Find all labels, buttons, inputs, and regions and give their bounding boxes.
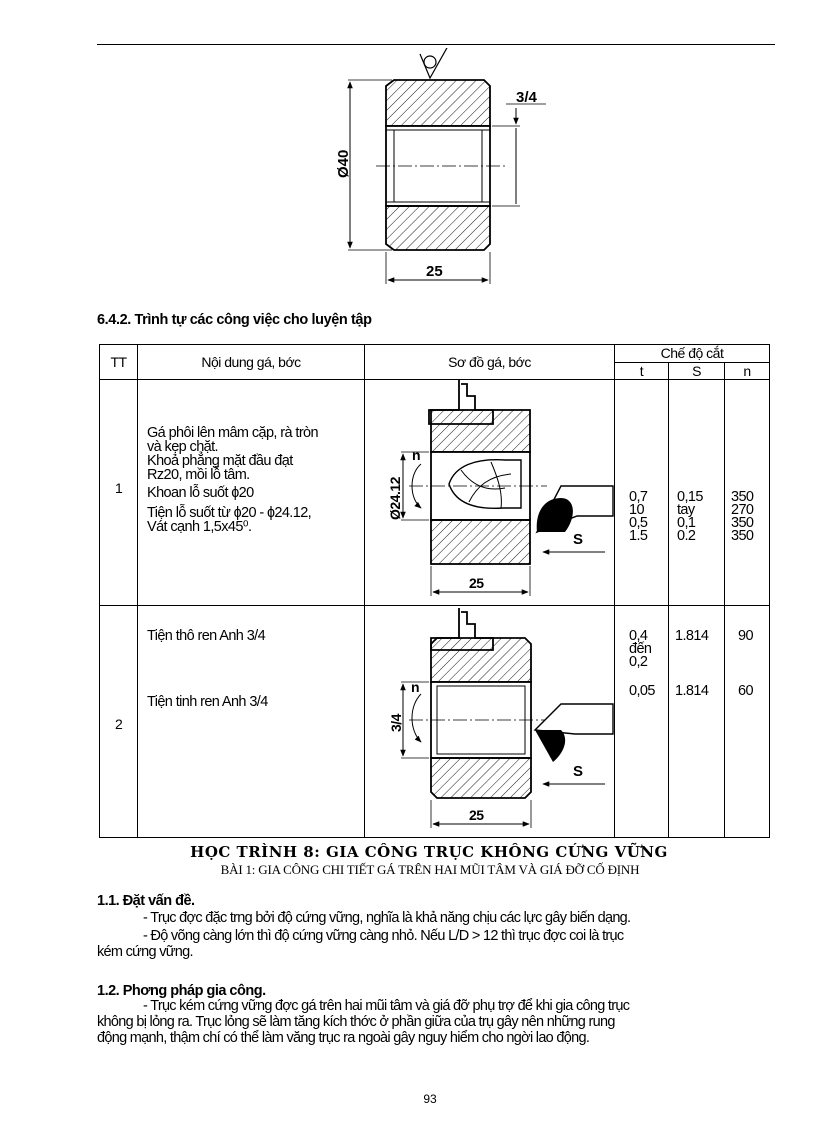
content-line: Tiện tinh ren Anh 3/4	[147, 694, 268, 710]
roughness-symbol	[420, 48, 448, 78]
header-tt: TT	[100, 345, 138, 380]
table-row	[100, 606, 770, 838]
lesson-title: HỌC TRÌNH 8: GIA CÔNG TRỤC KHÔNG CỨNG VỮNG	[190, 843, 668, 861]
para-1-1a: - Trục đợc đặc trng bởi độ cứng vững, nghĩa là khả năng chịu các lực gây biến dạng.	[143, 910, 631, 926]
heading-1-1: 1.1. Đặt vấn đề.	[97, 893, 195, 909]
lower-wall-section	[386, 206, 490, 250]
threading-tool	[535, 704, 613, 734]
setup-diagram-2	[365, 606, 615, 834]
header-rule	[97, 44, 775, 45]
workpiece-lower	[431, 520, 530, 564]
feed-label: S	[573, 531, 583, 548]
row-content	[138, 380, 364, 534]
col-s: 1.814 1.814	[675, 628, 709, 699]
col-n: 90 60	[738, 628, 753, 699]
header-content: Nội dung gá, bớc	[138, 345, 365, 380]
workpiece-lower	[431, 758, 531, 798]
workpiece-upper	[431, 638, 531, 682]
col-s: 0,15 tay 0,1 0.2	[677, 489, 703, 544]
row-number: 1	[115, 480, 123, 496]
heading-1-2: 1.2. Phơng pháp gia công.	[97, 983, 266, 999]
header-regime: Chế độ cắt	[615, 345, 770, 363]
page-number: 93	[423, 1092, 437, 1106]
length-label: 25	[469, 807, 484, 823]
col-t: 0,4 đến 0,2 0,05	[629, 628, 655, 699]
para-1-2c: động mạnh, thậm chí có thể làm văng trục ra ngoài gây nguy hiểm cho ngời lao động.	[97, 1030, 590, 1046]
operations-table	[99, 344, 770, 838]
content-line: Tiện lỗ suốt từ ɸ20 - ɸ24.12,	[147, 505, 312, 521]
col-n: 350 270 350 350	[731, 489, 754, 544]
rotation-label: n	[411, 679, 420, 695]
row-number: 2	[115, 716, 123, 732]
setup-diagram-1	[365, 380, 615, 602]
content-line: Khoan lỗ suốt ɸ20	[147, 485, 254, 501]
thread-dimension-label: 3/4	[516, 89, 537, 106]
content-line: Khoả phẳng mặt đầu đạt	[147, 453, 293, 469]
tool-tip	[535, 730, 565, 762]
para-1-2a: - Trục kém cứng vững đợc gá trên hai mũi tâm và giá đỡ phụ trợ để khi gia công trục	[143, 998, 630, 1014]
dia-dimension-label: Ø40	[335, 149, 352, 178]
content-line: Gá phôi lên mâm cặp, rà tròn	[147, 425, 318, 441]
dia-label: 3/4	[388, 714, 404, 732]
tool-tip	[537, 498, 573, 532]
lesson-subtitle: BÀI 1: GIA CÔNG CHI TIẾT GÁ TRÊN HAI MŨI TÂM VÀ GIÁ ĐỠ CỐ ĐỊNH	[220, 862, 640, 877]
row-content	[138, 606, 364, 710]
length-dimension-label: 25	[426, 263, 443, 280]
table-row	[100, 380, 770, 606]
header-n: n	[725, 363, 770, 380]
feed-label: S	[573, 763, 583, 780]
para-1-1c: kém cứng vững.	[97, 944, 193, 960]
content-line: Vát cạnh 1,5x45⁰.	[147, 519, 252, 535]
workpiece-upper	[431, 410, 530, 452]
dia-label: Ø24.12	[387, 477, 403, 520]
para-1-1b: - Độ võng càng lớn thì độ cứng vững càng nhỏ. Nếu L/D > 12 thì trục đợc coi là trục	[143, 928, 624, 944]
content-line: Tiện thô ren Anh 3/4	[147, 628, 266, 644]
upper-wall-section	[386, 80, 490, 126]
header-t: t	[615, 363, 669, 380]
col-t: 0,7 10 0,5 1.5	[629, 489, 648, 544]
section-title: 6.4.2. Trình tự các công việc cho luyện tập	[97, 312, 372, 328]
bushing-drawing	[320, 48, 560, 288]
content-line: Rz20, mồi lỗ tâm.	[147, 467, 250, 483]
header-s: S	[669, 363, 725, 380]
header-diagram: Sơ đồ gá, bớc	[365, 345, 615, 380]
length-label: 25	[469, 575, 484, 591]
para-1-2b: không bị lỏng ra. Trục lỏng sẽ làm tăng kích thớc ở phần giữa của trụ gây nên những rung	[97, 1014, 615, 1030]
rotation-label: n	[412, 447, 421, 463]
content-line: và kẹp chặt.	[147, 439, 218, 455]
